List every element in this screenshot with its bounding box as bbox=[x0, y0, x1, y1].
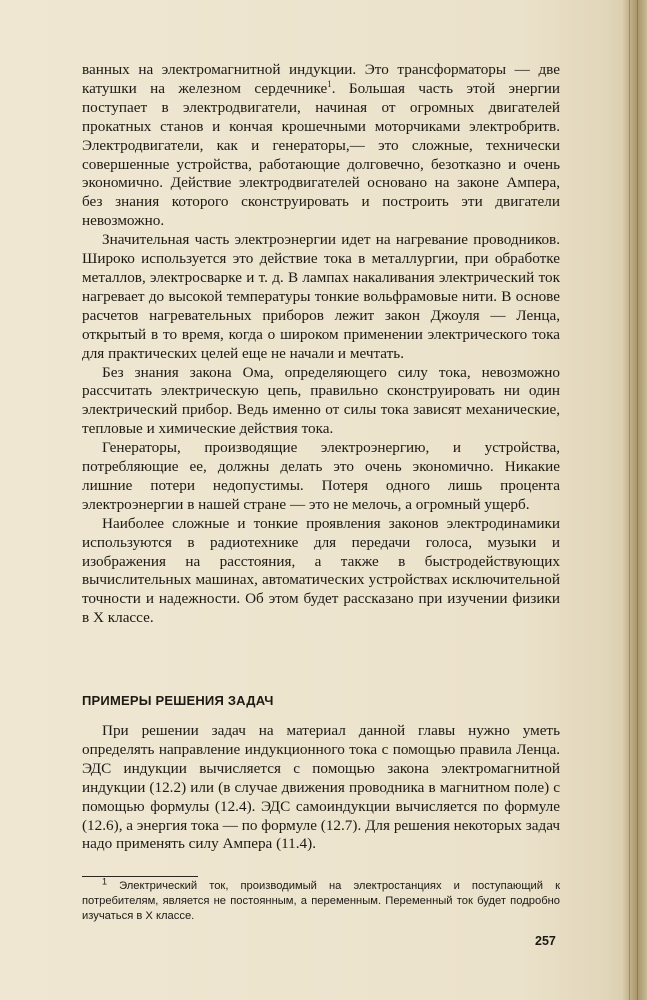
paragraph-radio: Наиболее сложные и тонкие проявления законов электродинамики используются в радиотехнике для передачи голоса, музыки и изображения на расстояния, а также в быстродействующих вычислительных машинах, автоматических устройствах исключительной точности и надежности. Об этом будет рассказано при изучении физики в X классе. bbox=[82, 514, 560, 627]
binding-line bbox=[629, 0, 630, 1000]
paragraph-heating: Значительная часть электроэнергии идет на нагревание проводников. Широко используется это действие тока в металлургии, при обработке металлов, электросварке и т. д. В лампах накаливания электрический ток нагревает до высокой температуры тонкие вольфрамовые нити. В основе расчетов нагревательных приборов лежит закон Джоуля — Ленца, открытый в то время, когда о широком применении электрического тока для практических целей еще не начали и мечтать. bbox=[82, 231, 560, 362]
footnote bbox=[82, 876, 560, 923]
footnote-reference: 1 bbox=[327, 78, 332, 89]
section-body bbox=[82, 722, 560, 854]
section-title: ПРИМЕРЫ РЕШЕНИЯ ЗАДАЧ bbox=[82, 693, 274, 708]
main-text bbox=[82, 61, 560, 628]
paragraph-text: . Большая часть этой энергии поступает в электродвигатели, начиная от огромных двигателей прокатных станов и кончая крошечными моторчиками электробритв. Электродвигатели, как и генераторы,— это сложные, технически совершенные устройства, работающие долговечно, безотказно и очень экономично. Действие электродвигателей основано на законе Ампера, без знания которого сконструировать и построить эти двигатели невозможно. bbox=[82, 79, 561, 230]
book-binding-edge bbox=[623, 0, 647, 1000]
paragraph-transformers bbox=[82, 61, 560, 231]
paragraph-ohm-law: Без знания закона Ома, определяющего силу тока, невозможно рассчитать электрическую цепь, правильно сконструировать ни один электрический прибор. Ведь именно от силы тока зависят механические, тепловые и химические действия тока. bbox=[82, 363, 560, 438]
binding-line bbox=[637, 0, 638, 1000]
footnote-marker: 1 bbox=[102, 876, 108, 887]
footnote-text: Электрический ток, производимый на электростанциях и поступающий к потребителям, является не постоянным, а переменным. Переменный ток будет подробно изучаться в X классе. bbox=[82, 880, 560, 922]
paragraph-tasks: При решении задач на материал данной главы нужно уметь определять направление индукционного тока с помощью правила Ленца. ЭДС индукции вычисляется с помощью закона электромагнитной индукции (12.2) или (в случае движения проводника в магнитном поле) с помощью формулы (12.4). ЭДС самоиндукции вычисляется по формуле (12.6), а энергия тока — по формуле (12.7). Для решения некоторых задач надо применять силу Ампера (11.4). bbox=[82, 722, 560, 853]
paragraph-generators: Генераторы, производящие электроэнергию, и устройства, потребляющие ее, должны делать это очень экономично. Никакие лишние потери недопустимы. Потеря одного лишь процента электроэнергии в нашей стране — это не мелочь, а огромный ущерб. bbox=[82, 439, 560, 513]
paragraph-text: ванных на электромагнитной индукции. Это трансформаторы — две катушки на железном сердечнике bbox=[82, 61, 560, 97]
page-number: 257 bbox=[535, 934, 556, 948]
footnote-divider bbox=[82, 876, 198, 877]
